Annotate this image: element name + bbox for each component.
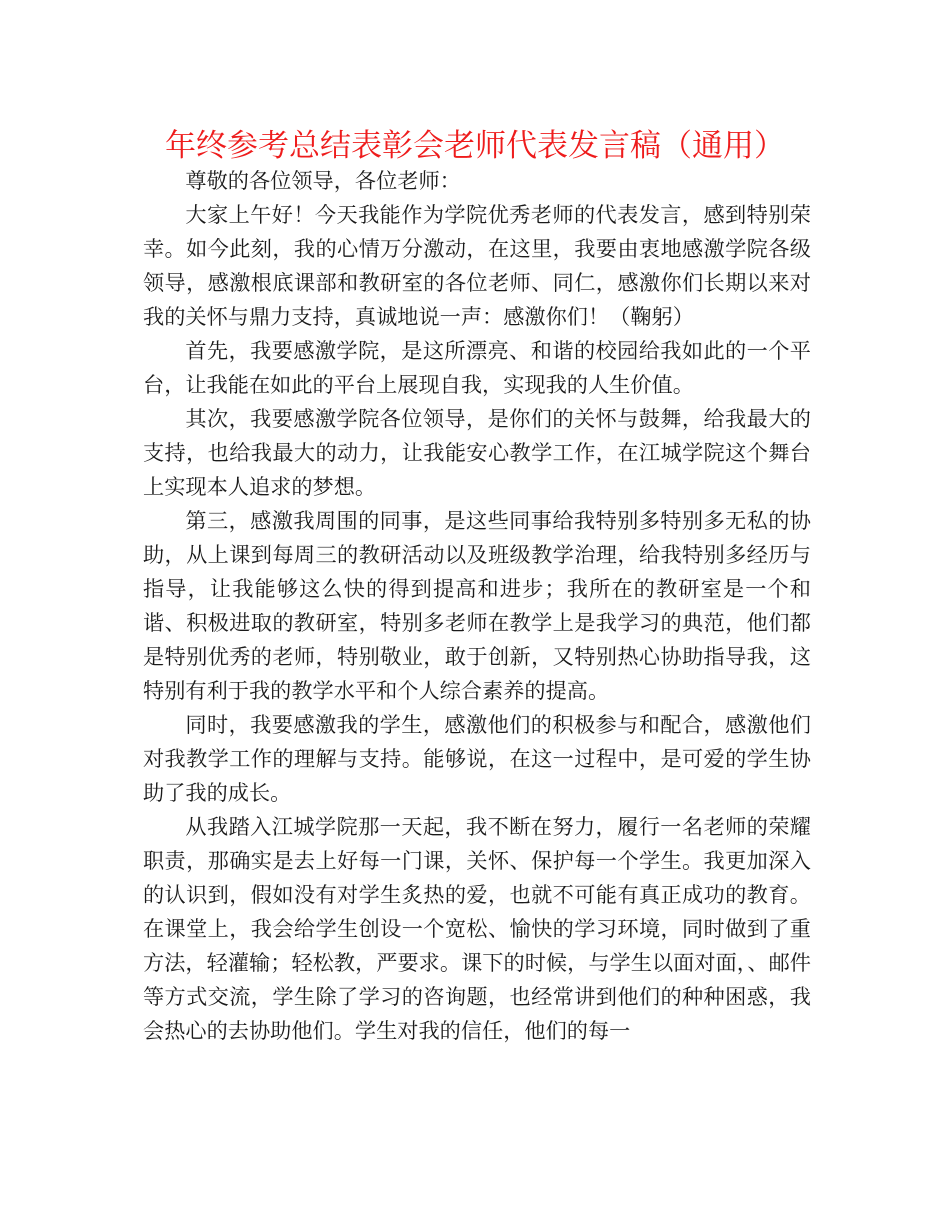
paragraph-second-thanks: 其次，我要感激学院各位领导，是你们的关怀与鼓舞，给我最大的支持，也给我最大的动力，让我能安心教学工作，在江城学院这个舞台上实现本人追求的梦想。 bbox=[143, 406, 811, 499]
salutation: 尊敬的各位领导，各位老师： bbox=[185, 168, 461, 193]
paragraph-student-thanks: 同时，我要感激我的学生，感激他们的积极参与和配合，感激他们对我教学工作的理解与支持。能够说，在这一过程中，是可爱的学生协助了我的成长。 bbox=[143, 712, 811, 805]
paragraph-teaching: 从我踏入江城学院那一天起，我不断在努力，履行一名老师的荣耀职责，那确实是去上好每一门课，关怀、保护每一个学生。我更加深入的认识到，假如没有对学生炙热的爱，也就不可能有真正成功的教育。在课堂上，我会给学生创设一个宽松、愉快的学习环境，同时做到了重方法，轻灌输；轻松教，严要求。课下的时候，与学生以面对面，、邮件等方式交流，学生除了学习的咨询题，也经常讲到他们的种种困惑，我会热心的去协助他们。学生对我的信任，他们的每一 bbox=[143, 814, 811, 1043]
document-title: 年终参考总结表彰会老师代表发言稿（通用） bbox=[165, 128, 785, 164]
paragraph-greeting: 大家上午好！今天我能作为学院优秀老师的代表发言，感到特别荣幸。如今此刻，我的心情万分激动，在这里，我要由衷地感激学院各级领导，感激根底课部和教研室的各位老师、同仁，感激你们长期以来对我的关怀与鼎力支持，真诚地说一声：感激你们！（鞠躬） bbox=[143, 202, 811, 329]
document-body bbox=[143, 164, 811, 1048]
paragraph-first-thanks: 首先，我要感激学院，是这所漂亮、和谐的校园给我如此的一个平台，让我能在如此的平台上展现自我，实现我的人生价值。 bbox=[143, 338, 811, 397]
paragraph-third-thanks: 第三，感激我周围的同事，是这些同事给我特别多特别多无私的协助，从上课到每周三的教研活动以及班级教学治理，给我特别多经历与指导，让我能够这么快的得到提高和进步；我所在的教研室是一个和谐、积极进取的教研室，特别多老师在教学上是我学习的典范，他们都是特别优秀的老师，特别敬业，敢于创新，又特别热心协助指导我，这特别有利于我的教学水平和个人综合素养的提高。 bbox=[143, 508, 811, 703]
